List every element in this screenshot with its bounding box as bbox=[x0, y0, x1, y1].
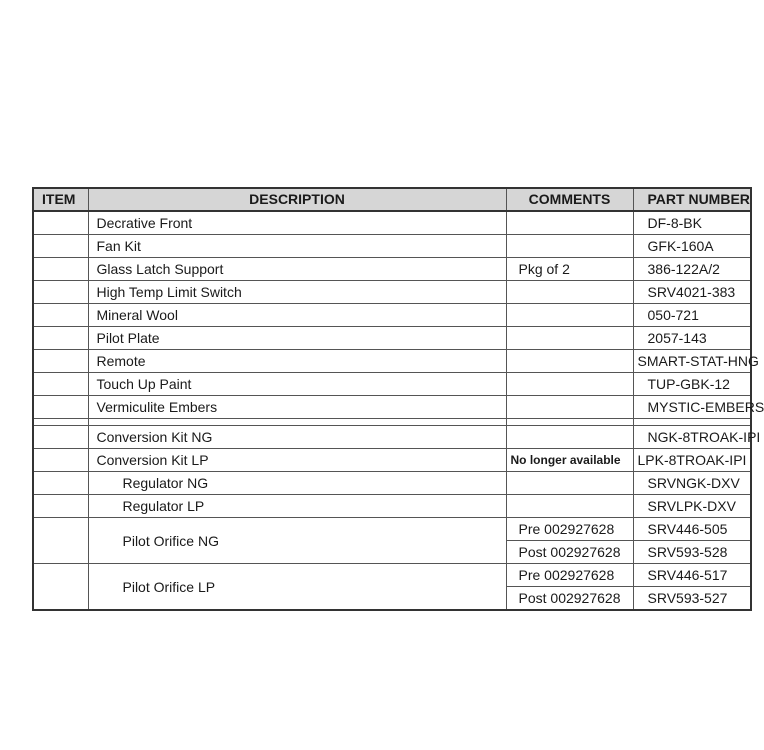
description-cell: Regulator LP bbox=[88, 495, 506, 518]
part-number-cell: GFK-160A bbox=[633, 235, 751, 258]
description-cell: Pilot Orifice NG bbox=[88, 518, 506, 564]
item-cell bbox=[33, 419, 88, 426]
item-cell bbox=[33, 564, 88, 611]
comments-cell: Pkg of 2 bbox=[506, 258, 633, 281]
table-row bbox=[33, 304, 751, 327]
comments-cell bbox=[506, 327, 633, 350]
description-cell: Touch Up Paint bbox=[88, 373, 506, 396]
comments-cell: Post 002927628 bbox=[506, 587, 633, 611]
comments-cell: Post 002927628 bbox=[506, 541, 633, 564]
header-part-number: PART NUMBER bbox=[633, 188, 751, 211]
description-cell: Decrative Front bbox=[88, 211, 506, 235]
table-row bbox=[33, 564, 751, 587]
table-row bbox=[33, 472, 751, 495]
table-row bbox=[33, 211, 751, 235]
header-comments: COMMENTS bbox=[506, 188, 633, 211]
table-row bbox=[33, 495, 751, 518]
description-cell: Fan Kit bbox=[88, 235, 506, 258]
part-number-cell: SRV446-517 bbox=[633, 564, 751, 587]
comments-cell bbox=[506, 235, 633, 258]
description-cell: Pilot Orifice LP bbox=[88, 564, 506, 611]
description-cell: Glass Latch Support bbox=[88, 258, 506, 281]
item-cell bbox=[33, 472, 88, 495]
item-cell bbox=[33, 373, 88, 396]
comments-cell: Pre 002927628 bbox=[506, 518, 633, 541]
description-cell: Remote bbox=[88, 350, 506, 373]
header-description: DESCRIPTION bbox=[88, 188, 506, 211]
comments-cell bbox=[506, 426, 633, 449]
table-row bbox=[33, 281, 751, 304]
item-cell bbox=[33, 327, 88, 350]
part-number-cell: DF-8-BK bbox=[633, 211, 751, 235]
item-cell bbox=[33, 304, 88, 327]
item-cell bbox=[33, 235, 88, 258]
table-row bbox=[33, 258, 751, 281]
item-cell bbox=[33, 396, 88, 419]
description-cell: Regulator NG bbox=[88, 472, 506, 495]
table-row bbox=[33, 235, 751, 258]
spacer-row bbox=[33, 419, 751, 426]
item-cell bbox=[33, 495, 88, 518]
part-number-cell: SRV593-527 bbox=[633, 587, 751, 611]
comments-cell: No longer available bbox=[506, 449, 633, 472]
part-number-cell: SRV4021-383 bbox=[633, 281, 751, 304]
item-cell bbox=[33, 449, 88, 472]
comments-cell bbox=[506, 304, 633, 327]
part-number-cell: LPK-8TROAK-IPI bbox=[633, 449, 751, 472]
description-cell: Conversion Kit LP bbox=[88, 449, 506, 472]
table-row bbox=[33, 350, 751, 373]
item-cell bbox=[33, 211, 88, 235]
part-number-cell: NGK-8TROAK-IPI bbox=[633, 426, 751, 449]
part-number-cell: 386-122A/2 bbox=[633, 258, 751, 281]
header-row bbox=[33, 188, 751, 211]
part-number-cell: SRV593-528 bbox=[633, 541, 751, 564]
table-row bbox=[33, 449, 751, 472]
part-number-cell: 050-721 bbox=[633, 304, 751, 327]
comments-cell bbox=[506, 472, 633, 495]
header-item: ITEM bbox=[33, 188, 88, 211]
description-cell: Vermiculite Embers bbox=[88, 396, 506, 419]
item-cell bbox=[33, 518, 88, 564]
part-number-cell: SMART-STAT-HNG bbox=[633, 350, 751, 373]
part-number-cell: SRVNGK-DXV bbox=[633, 472, 751, 495]
part-number-cell: 2057-143 bbox=[633, 327, 751, 350]
part-number-cell: TUP-GBK-12 bbox=[633, 373, 751, 396]
part-number-cell: SRVLPK-DXV bbox=[633, 495, 751, 518]
description-cell: Conversion Kit NG bbox=[88, 426, 506, 449]
parts-list-sheet bbox=[32, 187, 764, 611]
parts-table bbox=[32, 187, 764, 611]
item-cell bbox=[33, 350, 88, 373]
comments-cell bbox=[506, 495, 633, 518]
description-cell: High Temp Limit Switch bbox=[88, 281, 506, 304]
table-row bbox=[33, 396, 751, 419]
description-cell bbox=[88, 419, 506, 426]
comments-cell bbox=[506, 211, 633, 235]
comments-cell bbox=[506, 396, 633, 419]
item-cell bbox=[33, 258, 88, 281]
item-cell bbox=[33, 281, 88, 304]
table-row bbox=[33, 373, 751, 396]
comments-cell bbox=[506, 373, 633, 396]
description-cell: Mineral Wool bbox=[88, 304, 506, 327]
table-row bbox=[33, 327, 751, 350]
part-number-cell bbox=[633, 419, 751, 426]
comments-cell bbox=[506, 419, 633, 426]
comments-cell bbox=[506, 350, 633, 373]
comments-cell: Pre 002927628 bbox=[506, 564, 633, 587]
part-number-cell: MYSTIC-EMBERS bbox=[633, 396, 751, 419]
part-number-cell: SRV446-505 bbox=[633, 518, 751, 541]
table-row bbox=[33, 518, 751, 541]
comments-cell bbox=[506, 281, 633, 304]
item-cell bbox=[33, 426, 88, 449]
description-cell: Pilot Plate bbox=[88, 327, 506, 350]
table-row bbox=[33, 426, 751, 449]
